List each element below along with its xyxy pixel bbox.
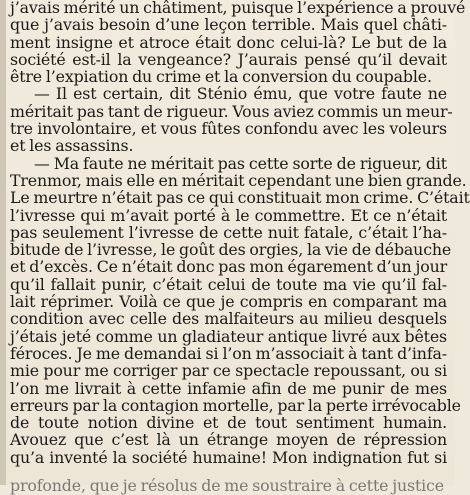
text-line: de toute notion divine et de tout sentiment humain. [10,413,447,433]
page-gutter-edge [0,0,6,485]
text-line: qu’il fallait punir, c’était celui de toute ma vie qu’il fal- [10,274,447,294]
text-line: bitude de l’ivresse, le goût des orgies, la vie de débauche [10,240,452,260]
text-line: méritait pas tant de rigueur. Vous aviez commis un meur- [10,101,453,121]
text-line: féroces. Je me demandai si l’on m’associait à tant d’infa- [10,343,447,363]
text-line: ment insigne et atroce était donc celui-là? Le but de la [10,32,447,52]
text-line: et d’excès. Ce n’était donc pas mon égarement d’un jour [10,257,447,277]
text-line: mie pour me corriger par ce spectacle repoussant, ou si [10,361,447,381]
text-line: Trenmor, mais elle en méritait cependant une bien grande. [10,170,467,190]
text-line: erreurs par la contagion mortelle, par la perte irrévocable [10,395,461,415]
text-line: lait réprimer. Voilà ce que je compris en comparant ma [10,292,447,312]
text-line: que j’avais besoin d’une leçon terrible. Mais quel châti- [10,15,447,35]
text-line: — Ma faute ne méritait pas cette sorte de rigueur, dit [34,153,447,173]
text-line: Le meurtre n’était pas ce qui constituait mon crime. C’était [10,188,470,208]
cut-off-line [10,476,447,495]
text-line: société est-il la vengeance? J’aurais pensé qu’il devait [10,49,447,69]
text-line: et les assassins. [10,136,134,156]
body-text [10,0,470,467]
text-line: être l’expiation du crime et la conversion du coupable. [10,67,432,87]
text-line: tre involontaire, et vous fûtes confondu avec les voleurs [10,119,447,139]
text-line: qu’a inventé la société humaine! Mon indignation fut si [10,447,447,467]
text-line: Avouez que c’est là un étrange moyen de répression [10,430,447,450]
text-line: j’étais jeté comme un gladiateur antique livré aux bêtes [10,326,447,346]
text-line: pas seulement l’ivresse de cette nuit fatale, c’était l’ha- [10,222,447,242]
text-line: l’on me livrait à cette infamie afin de me punir de mes [10,378,447,398]
text-line: j’avais mérité un châtiment, puisque l’expérience a prouvé [10,0,466,17]
text-line: l’ivresse qui m’avait porté à le commettre. Et ce n’était [10,205,447,225]
text-line: condition avec celle des malfaiteurs au milieu desquels [10,309,447,329]
cut-off-text: profonde, que je résolus de me soustraire à cette justice [10,476,444,495]
text-line: — Il est certain, dit Sténio ému, que votre faute ne [34,84,447,104]
